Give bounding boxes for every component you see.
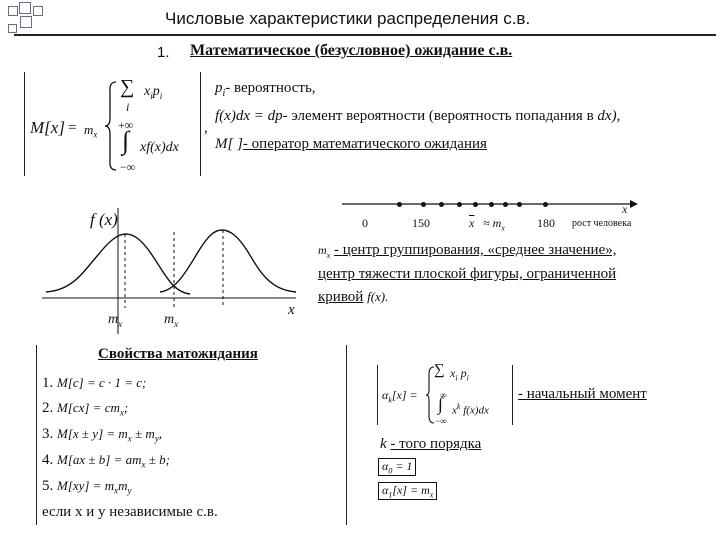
axis-label-180: 180 [537,216,555,230]
moment-sum-symbol: ∑ [434,362,445,378]
axis-point [473,202,478,207]
axis-point [421,202,426,207]
property-2: 2. $M[cx] = cm_x$; [42,400,129,418]
property-3: 3. $M[x \pm y] = m_x \pm m_y$, [42,426,163,444]
properties-bracket-left [36,345,37,525]
legend-probability-element: f(x)dx = dp- элемент вероятности (вероятность попадания в dx), [215,108,621,124]
axis-point [397,202,402,207]
formula-lhs: M[x] [30,118,65,137]
moment-int-upper: ∞ [440,390,447,400]
decor-square [20,16,32,28]
axis-x-label: x [622,202,628,216]
graph-mark-1: $m_x$ [108,312,123,329]
axis-point [439,202,444,207]
integral-symbol: ∫ [122,126,130,155]
formula-eq: = [68,120,77,136]
moment-box-alpha0: $\alpha_0 = 1$ [378,458,416,476]
axis-label-150: 150 [412,216,430,230]
decor-square [19,2,31,14]
axis-label-height: рост человека [572,218,632,229]
moment-order: k - того порядка [380,436,482,452]
legend-probability: $p_i-$ вероятность, [215,80,316,99]
axis-label-mx: ≈ $m_x$ [483,216,505,233]
formula-brace [104,80,118,172]
sum-term: $x_ip_i$ [144,84,163,101]
formula-bracket-right [200,72,201,176]
section-number: 1. [157,44,170,61]
decor-square [8,24,17,33]
graph-ylabel: f (x) [90,210,118,229]
decor-square [33,6,43,16]
axis-point [489,202,494,207]
moment-int-term: $x^k$ f(x)dx [452,402,489,417]
formula-bracket-left [24,72,25,176]
property-4: 4. $M[ax \pm b] = am_x \pm b$; [42,452,170,470]
page-title: Числовые характеристики распределения с.в. [165,9,531,28]
moment-integral: ∫ [438,394,443,414]
sum-symbol: ∑ [120,76,135,98]
graph-mark-2: $m_x$ [164,312,179,329]
axis-point [457,202,462,207]
axis-label-xbar: $\overline{x}$ [469,216,475,230]
properties-footer: если x и y независимые с.в. [42,504,218,520]
center-line-2: центр тяжести плоской фигуры, ограниченной [318,266,617,282]
properties-heading: Свойства матожидания [98,346,258,362]
axis-point [503,202,508,207]
section-heading: Математическое (безусловное) ожидание с.в. [190,42,513,59]
sum-index: i [126,100,130,114]
axis-point [517,202,522,207]
legend-operator: M[ ]- оператор математического ожидания [215,136,487,152]
property-5: 5. $M[xy] = m_xm_y$ [42,478,132,496]
moment-box-alpha1: $\alpha_1[x] = m_x$ [378,482,437,500]
property-1: 1. M[c] = c · 1 = c; [42,375,147,391]
moment-lhs: $\alpha_k[x]$ = [382,388,418,405]
moment-int-lower: −∞ [435,416,447,426]
title-divider [14,34,716,36]
properties-bracket-right [346,345,347,525]
moment-bracket-left [377,365,378,425]
center-line-1: $m_x$ - центр группирования, «среднее значение», [318,242,617,260]
moment-bracket-right [512,365,513,425]
axis-point [543,202,548,207]
decor-square [8,6,18,16]
moment-sum-term: $x_i$ $p_i$ [450,366,469,383]
formula-comma: , [204,120,208,136]
integral-term: xf(x)dx [140,140,179,155]
integral-upper: +∞ [118,118,134,132]
axis-label-0: 0 [362,216,368,230]
formula-m: $m_x$ [84,122,98,140]
graph-xlabel: x [288,302,295,318]
integral-lower: −∞ [120,160,136,174]
center-line-3: кривой f(x). [318,289,389,305]
density-curve-2 [160,230,296,292]
moment-label: - начальный момент [518,386,647,402]
